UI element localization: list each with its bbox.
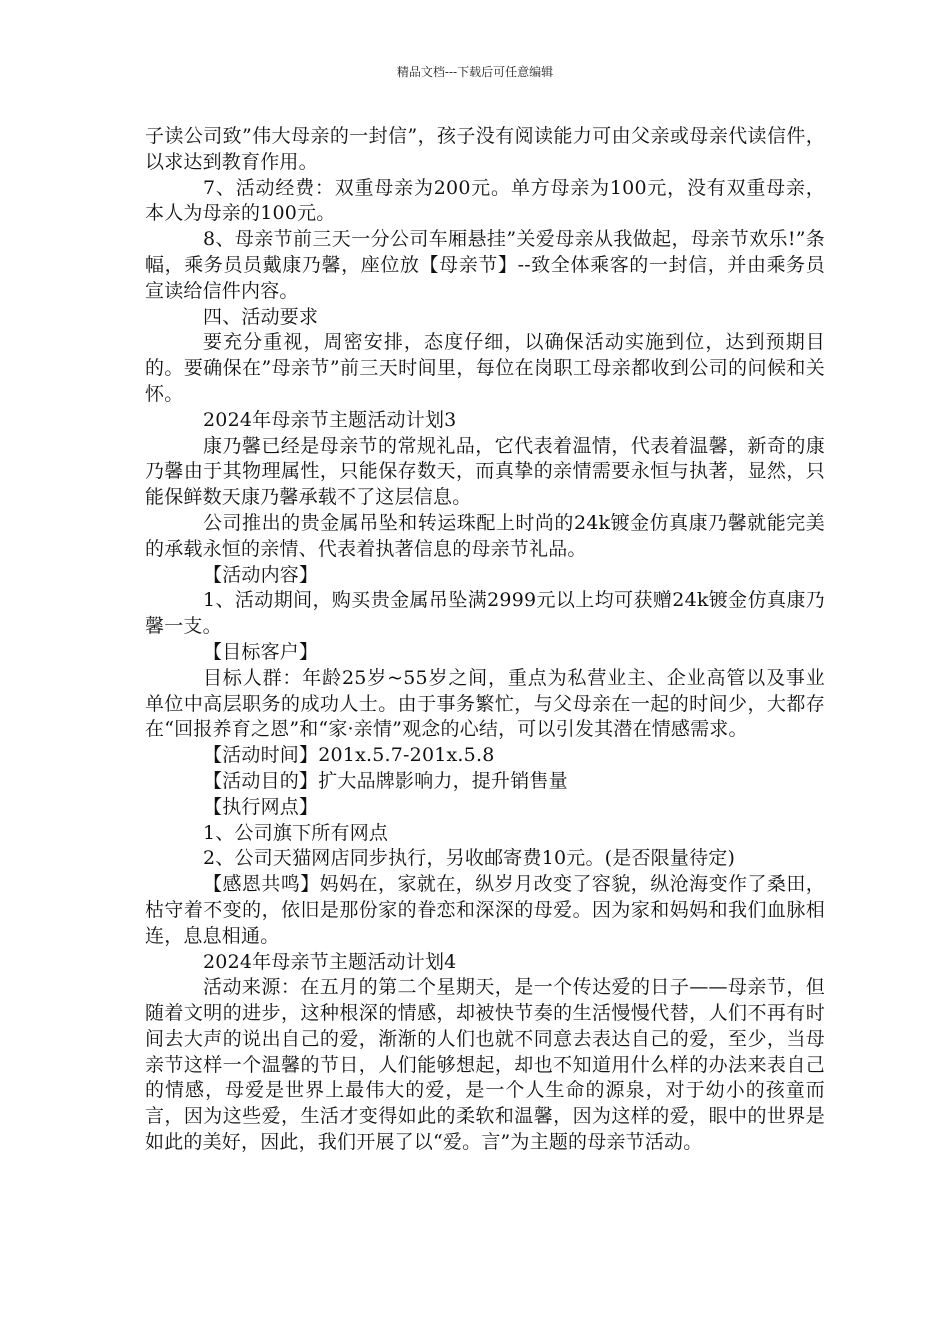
paragraph-activity-time: 【活动时间】201x.5.7-201x.5.8 (203, 744, 495, 767)
plan-title-4: 2024年母亲节主题活动计划4 (203, 950, 457, 973)
paragraph-activity-origin: 活动来源：在五月的第二个星期天，是一个传达爱的日子——母亲节，但随着文明的进步，这种根深的情感，却被快节奏的生活慢慢代替，人们不再有时间去大声的说出自己的爱，渐渐的人们也就不同意去表达自己的爱，至少，当母亲节这样一个温馨的节日，人们能够想起，却也不知道用什么样的办法来表自己的情感，母爱是世界上最伟大的爱，是一个人生命的源泉，对于幼小的孩童而言，因为这些爱，生活才变得如此的柔软和温馨，因为这样的爱，眼中的世界是如此的美好，因此，我们开展了以“爱。言”为主题的母亲节活动。 (145, 976, 825, 1154)
paragraph-activity-budget: 7、活动经费：双重母亲为200元。单方母亲为100元，没有双重母亲，本人为母亲的100元。 (145, 176, 825, 225)
paragraph-continuation: 子读公司致”伟大母亲的一封信”，孩子没有阅读能力可由父亲或母亲代读信件，以求达到教育作用。 (145, 125, 825, 173)
section-heading-outlets: 【执行网点】 (203, 795, 319, 818)
page-header: 精品文档---下载后可任意编辑 (396, 65, 554, 79)
paragraph-requirements: 要充分重视，周密安排，态度仔细，以确保活动实施到位，达到预期目的。要确保在”母亲节”前三天时间里，每位在岗职工母亲都收到公司的问候和关怀。 (145, 331, 825, 405)
paragraph-activity-goal: 【活动目的】扩大品牌影响力，提升销售量 (203, 769, 568, 792)
paragraph-gratitude: 【感恩共鸣】妈妈在，家就在，纵岁月改变了容貌，纵沧海变作了桑田，枯守着不变的，依旧是那份家的眷恋和深深的母爱。因为家和妈妈和我们血脉相连，息息相通。 (145, 873, 825, 947)
paragraph-outlet-2: 2、公司天猫网店同步执行，另收邮寄费10元。(是否限量待定) (203, 847, 736, 870)
paragraph-banner-item: 8、母亲节前三天一分公司车厢悬挂”关爱母亲从我做起，母亲节欢乐!”条幅，乘务员员戴康乃馨，座位放【母亲节】--致全体乘客的一封信，并由乘务员宣读给信件内容。 (145, 228, 825, 302)
paragraph-carnation-intro: 康乃馨已经是母亲节的常规礼品，它代表着温情，代表着温馨，新奇的康乃馨由于其物理属性，只能保存数天，而真挚的亲情需要永恒与执著，显然，只能保鲜数天康乃馨承载不了这层信息。 (145, 434, 825, 509)
section-heading-requirements: 四、活动要求 (203, 305, 319, 328)
section-heading-target: 【目标客户】 (203, 640, 319, 663)
paragraph-product: 公司推出的贵金属吊坠和转运珠配上时尚的24k镀金仿真康乃馨就能完美的承载永恒的亲情、代表着执著信息的母亲节礼品。 (145, 511, 825, 560)
paragraph-content-item: 1、活动期间，购买贵金属吊坠满2999元以上均可获赠24k镀金仿真康乃馨一支。 (145, 589, 825, 638)
section-heading-content: 【活动内容】 (203, 563, 319, 586)
document-body (145, 124, 825, 1156)
paragraph-outlet-1: 1、公司旗下所有网点 (203, 821, 389, 844)
plan-title-3: 2024年母亲节主题活动计划3 (203, 408, 457, 431)
paragraph-target: 目标人群：年龄25岁~55岁之间，重点为私营业主、企业高管以及事业单位中高层职务的成功人士。由于事务繁忙，与父母亲在一起的时间少，大都存在“回报养育之恩”和“家·亲情”观念的心结，可以引发其潜在情感需求。 (145, 666, 825, 741)
